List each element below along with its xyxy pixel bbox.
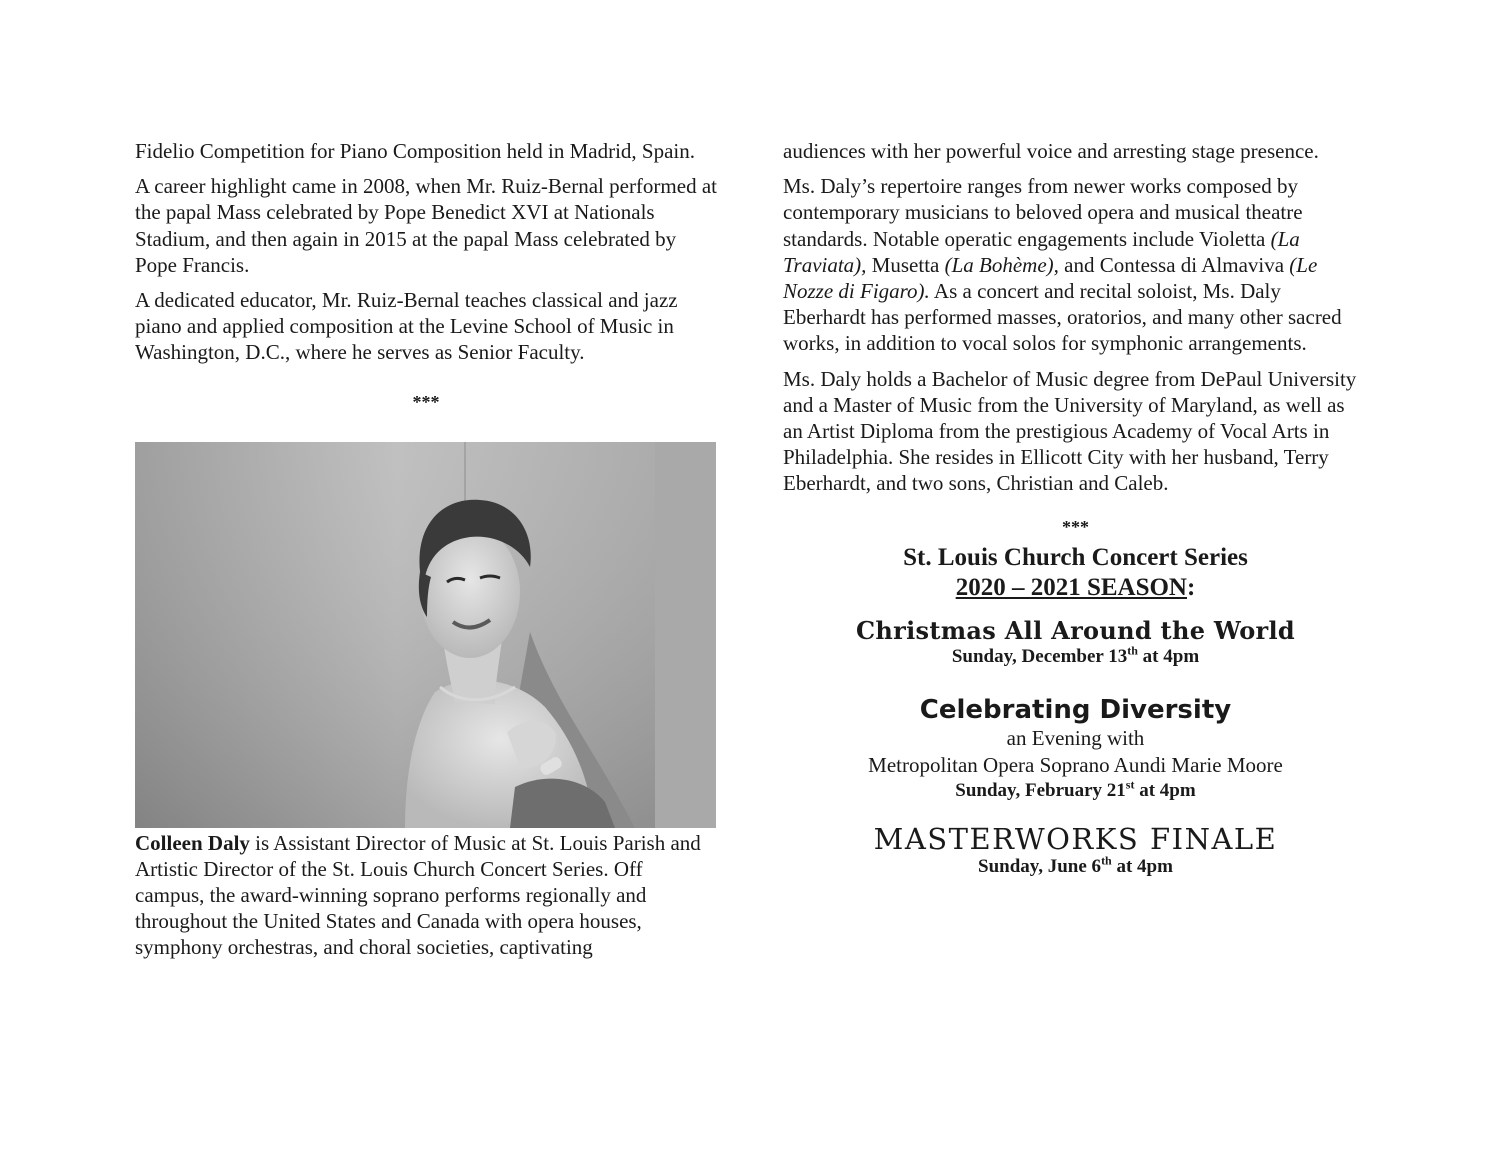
date-text: Sunday, December 13: [951, 645, 1128, 667]
season-label: 2020 – 2021 SEASON: [955, 573, 1187, 601]
section-divider: ***: [412, 391, 440, 412]
date-time: at 4pm: [1111, 855, 1173, 877]
ruiz-bernal-bio-para3: A dedicated educator, Mr. Ruiz-Bernal teaches classical and jazz piano and applied composition at the Levine School of Music in Washington, D.C., where he serves as Senior Faculty.: [135, 288, 678, 365]
daly-bio-para1: audiences with her powerful voice and arresting stage presence.: [783, 139, 1319, 163]
ruiz-bernal-bio-para1: Fidelio Competition for Piano Composition held in Madrid, Spain.: [135, 139, 695, 163]
daly-bio-para2-text-d: As a concert and recital soloist, Ms. Daly Eberhardt has performed masses, oratorios, and many other sacred works, in addition to vocal solos for symphonic arrangements.: [783, 279, 1342, 356]
caption-text: is Assistant Director of Music at St. Louis Parish and Artistic Director of the St. Louis Church Concert Series. Off campus, the award-winning soprano performs regionally and throughout the United States and Canada with opera houses, symphony orchestras, and choral societies, captivating: [135, 830, 701, 960]
date-text: Sunday, February 21: [955, 779, 1126, 801]
event-masterworks-date: [783, 855, 1368, 879]
season-heading: [783, 573, 1368, 603]
season-colon: :: [1186, 573, 1196, 601]
daly-bio-para2: [783, 173, 1368, 356]
colleen-daly-caption: [135, 830, 717, 961]
left-column: [135, 138, 717, 970]
event-masterworks-title: MASTERWORKS FINALE: [873, 821, 1278, 856]
right-column: [783, 138, 1368, 879]
series-title: St. Louis Church Concert Series: [903, 543, 1248, 571]
colleen-daly-portrait-photo: [135, 442, 716, 828]
date-ordinal: th: [1127, 643, 1138, 658]
event-diversity-subtitle: an Evening with: [1006, 725, 1145, 750]
date-text: Sunday, June 6: [978, 855, 1102, 877]
event-diversity-performer: Metropolitan Opera Soprano Aundi Marie Moore: [868, 752, 1283, 777]
event-christmas-date: [783, 645, 1368, 669]
daly-bio-para3: Ms. Daly holds a Bachelor of Music degree from DePaul University and a Master of Music from the University of Maryland, as well as an Artist Diploma from the prestigious Academy of Vocal Arts in Philadelphia. She resides in Ellicott City with her husband, Terry Eberhardt, and two sons, Christian and Caleb.: [783, 366, 1357, 496]
date-ordinal: st: [1125, 777, 1135, 792]
date-time: at 4pm: [1134, 779, 1196, 801]
daly-bio-para2-text-b: Musetta: [866, 252, 945, 277]
daly-bio-para2-text-a: Ms. Daly’s repertoire ranges from newer works composed by contemporary musicians to beloved opera and musical theatre standards. Notable operatic engagements include Violetta: [783, 174, 1303, 251]
ruiz-bernal-bio-para2: A career highlight came in 2008, when Mr. Ruiz-Bernal performed at the papal Mass celebrated by Pope Benedict XVI at Nationals Stadium, and then again in 2015 at the papal Mass celebrated by Pope Francis.: [135, 174, 717, 277]
daly-bio-para2-text-c: and Contessa di Almaviva: [1058, 252, 1290, 277]
opera-title-le-nozze-di-figaro: (Le Nozze di Figaro).: [783, 252, 1318, 304]
date-time: at 4pm: [1137, 645, 1200, 667]
event-christmas-title: Christmas All Around the World: [856, 615, 1295, 645]
section-divider: ***: [1062, 516, 1089, 537]
date-ordinal: th: [1101, 853, 1112, 868]
caption-name: Colleen Daly: [135, 830, 250, 855]
opera-title-la-traviata: (La Traviata),: [783, 226, 1300, 277]
opera-title-la-boheme: (La Bohème),: [944, 252, 1059, 277]
event-diversity-title: Celebrating Diversity: [919, 694, 1232, 725]
event-diversity-date: [783, 779, 1368, 803]
concert-schedule: [783, 517, 1368, 879]
